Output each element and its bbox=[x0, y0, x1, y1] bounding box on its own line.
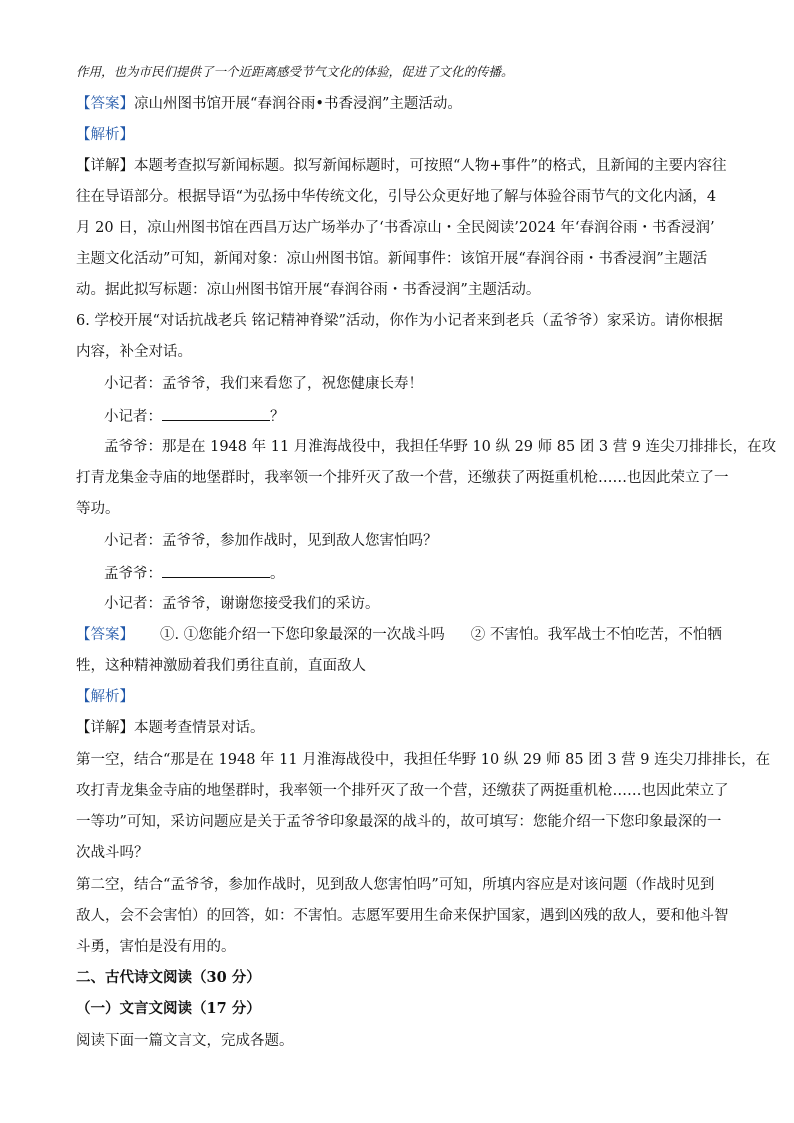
analysis-line bbox=[76, 125, 134, 145]
punct: ？ bbox=[270, 409, 285, 425]
dialog-line: 小记者：孟爷爷，我们来看您了，祝您健康长寿！ bbox=[104, 376, 423, 392]
answer-line bbox=[76, 625, 722, 645]
text-line: 作用，也为市民们提供了一个近距离感受节气文化的体验，促进了文化的传播。 bbox=[76, 64, 514, 79]
detail-text: 本题考查情景对话。 bbox=[134, 720, 265, 736]
text-line: 攻打青龙集金寺庙的地堡群时，我率领一个排歼灭了敌一个营，还缴获了两挺重机枪……也因此荣立了 bbox=[76, 783, 729, 799]
detail-tag: 【详解】 bbox=[76, 158, 134, 174]
text-line: 阅读下面一篇文言文，完成各题。 bbox=[76, 1033, 294, 1049]
speaker: 孟爷爷： bbox=[104, 566, 162, 582]
text-line: 一等功”可知，采访问题应是关于孟爷爷印象最深的战斗的，故可填写：您能介绍一下您印象最深的一 bbox=[76, 814, 722, 830]
detail-tag: 【详解】 bbox=[76, 720, 134, 736]
text-line: 打青龙集金寺庙的地堡群时，我率领一个排歼灭了敌一个营，还缴获了两挺重机枪……也因此荣立了一 bbox=[76, 470, 729, 486]
answer-line bbox=[76, 94, 462, 114]
dialog-line-blank-1 bbox=[104, 406, 285, 427]
dialog-line: 小记者：孟爷爷，参加作战时，见到敌人您害怕吗？ bbox=[104, 533, 438, 549]
dialog-line: 小记者：孟爷爷，谢谢您接受我们的采访。 bbox=[104, 596, 380, 612]
text-line: 动。据此拟写标题：凉山州图书馆开展“春润谷雨・书香浸润”主题活动。 bbox=[76, 282, 541, 298]
subsection-heading: （一）文言文阅读（17 分） bbox=[76, 1000, 261, 1017]
punct: 。 bbox=[270, 566, 285, 582]
analysis-tag: 【解析】 bbox=[76, 127, 134, 143]
section-heading: 二、古代诗文阅读（30 分） bbox=[76, 969, 261, 986]
text-line: 斗勇，害怕是没有用的。 bbox=[76, 939, 236, 955]
analysis-tag: 【解析】 bbox=[76, 689, 134, 705]
text-line: 往在导语部分。根据导语“为弘扬中华传统文化，引导公众更好地了解与体验谷雨节气的文化内涵，4 bbox=[76, 189, 717, 205]
text-line: 次战斗吗？ bbox=[76, 845, 149, 861]
detail-line bbox=[76, 718, 265, 738]
question-6: 6. 学校开展“对话抗战老兵 铭记精神脊梁”活动，你作为小记者来到老兵（孟爷爷）家采访。请你根据 bbox=[76, 313, 723, 329]
text-line: 第一空，结合“那是在 1948 年 11 月淮海战役中，我担任华野 10 纵 29 师 85 团 3 营 9 连尖刀排排长，在 bbox=[76, 752, 771, 768]
text-line: 敌人，会不会害怕）的回答，如：不害怕。志愿军要用生命来保护国家，遇到凶残的敌人，要和他斗智 bbox=[76, 908, 729, 924]
dialog-line: 孟爷爷：那是在 1948 年 11 月淮海战役中，我担任华野 10 纵 29 师 85 团 3 营 9 连尖刀排排长，在攻 bbox=[104, 439, 777, 455]
text-line: 等功。 bbox=[76, 501, 120, 517]
text-line: 主题文化活动”可知，新闻对象：凉山州图书馆。新闻事件：该馆开展“春润谷雨・书香浸润”主题活 bbox=[76, 251, 708, 267]
answer-tag: 【答案】 bbox=[76, 96, 134, 112]
detail-line bbox=[76, 156, 726, 176]
detail-text: 本题考查拟写新闻标题。拟写新闻标题时，可按照“人物+事件”的格式，且新闻的主要内容往 bbox=[134, 158, 727, 174]
text-line: 第二空，结合“孟爷爷，参加作战时，见到敌人您害怕吗”可知，所填内容应是对该问题（作战时见到 bbox=[76, 877, 715, 893]
dialog-line-blank-2 bbox=[104, 563, 285, 584]
answer-tag: 【答案】 bbox=[76, 627, 134, 643]
text-line: 月 20 日，凉山州图书馆在西昌万达广场举办了‘书香凉山・全民阅读’2024 年‘春润谷雨・书香浸润’ bbox=[76, 220, 715, 236]
answer-text: 凉山州图书馆开展“春润谷雨•书香浸润”主题活动。 bbox=[134, 96, 462, 112]
answer-part-2: ② 不害怕。我军战士不怕吃苦，不怕牺 bbox=[470, 627, 722, 643]
text-line: 内容，补全对话。 bbox=[76, 344, 192, 360]
fill-blank-1[interactable] bbox=[162, 406, 270, 421]
fill-blank-2[interactable] bbox=[162, 563, 270, 578]
text-line: 牲，这种精神激励着我们勇往直前，直面敌人 bbox=[76, 658, 366, 674]
analysis-line bbox=[76, 687, 134, 707]
speaker: 小记者： bbox=[104, 409, 162, 425]
answer-part-1: ①. ①您能介绍一下您印象最深的一次战斗吗 bbox=[160, 627, 445, 643]
